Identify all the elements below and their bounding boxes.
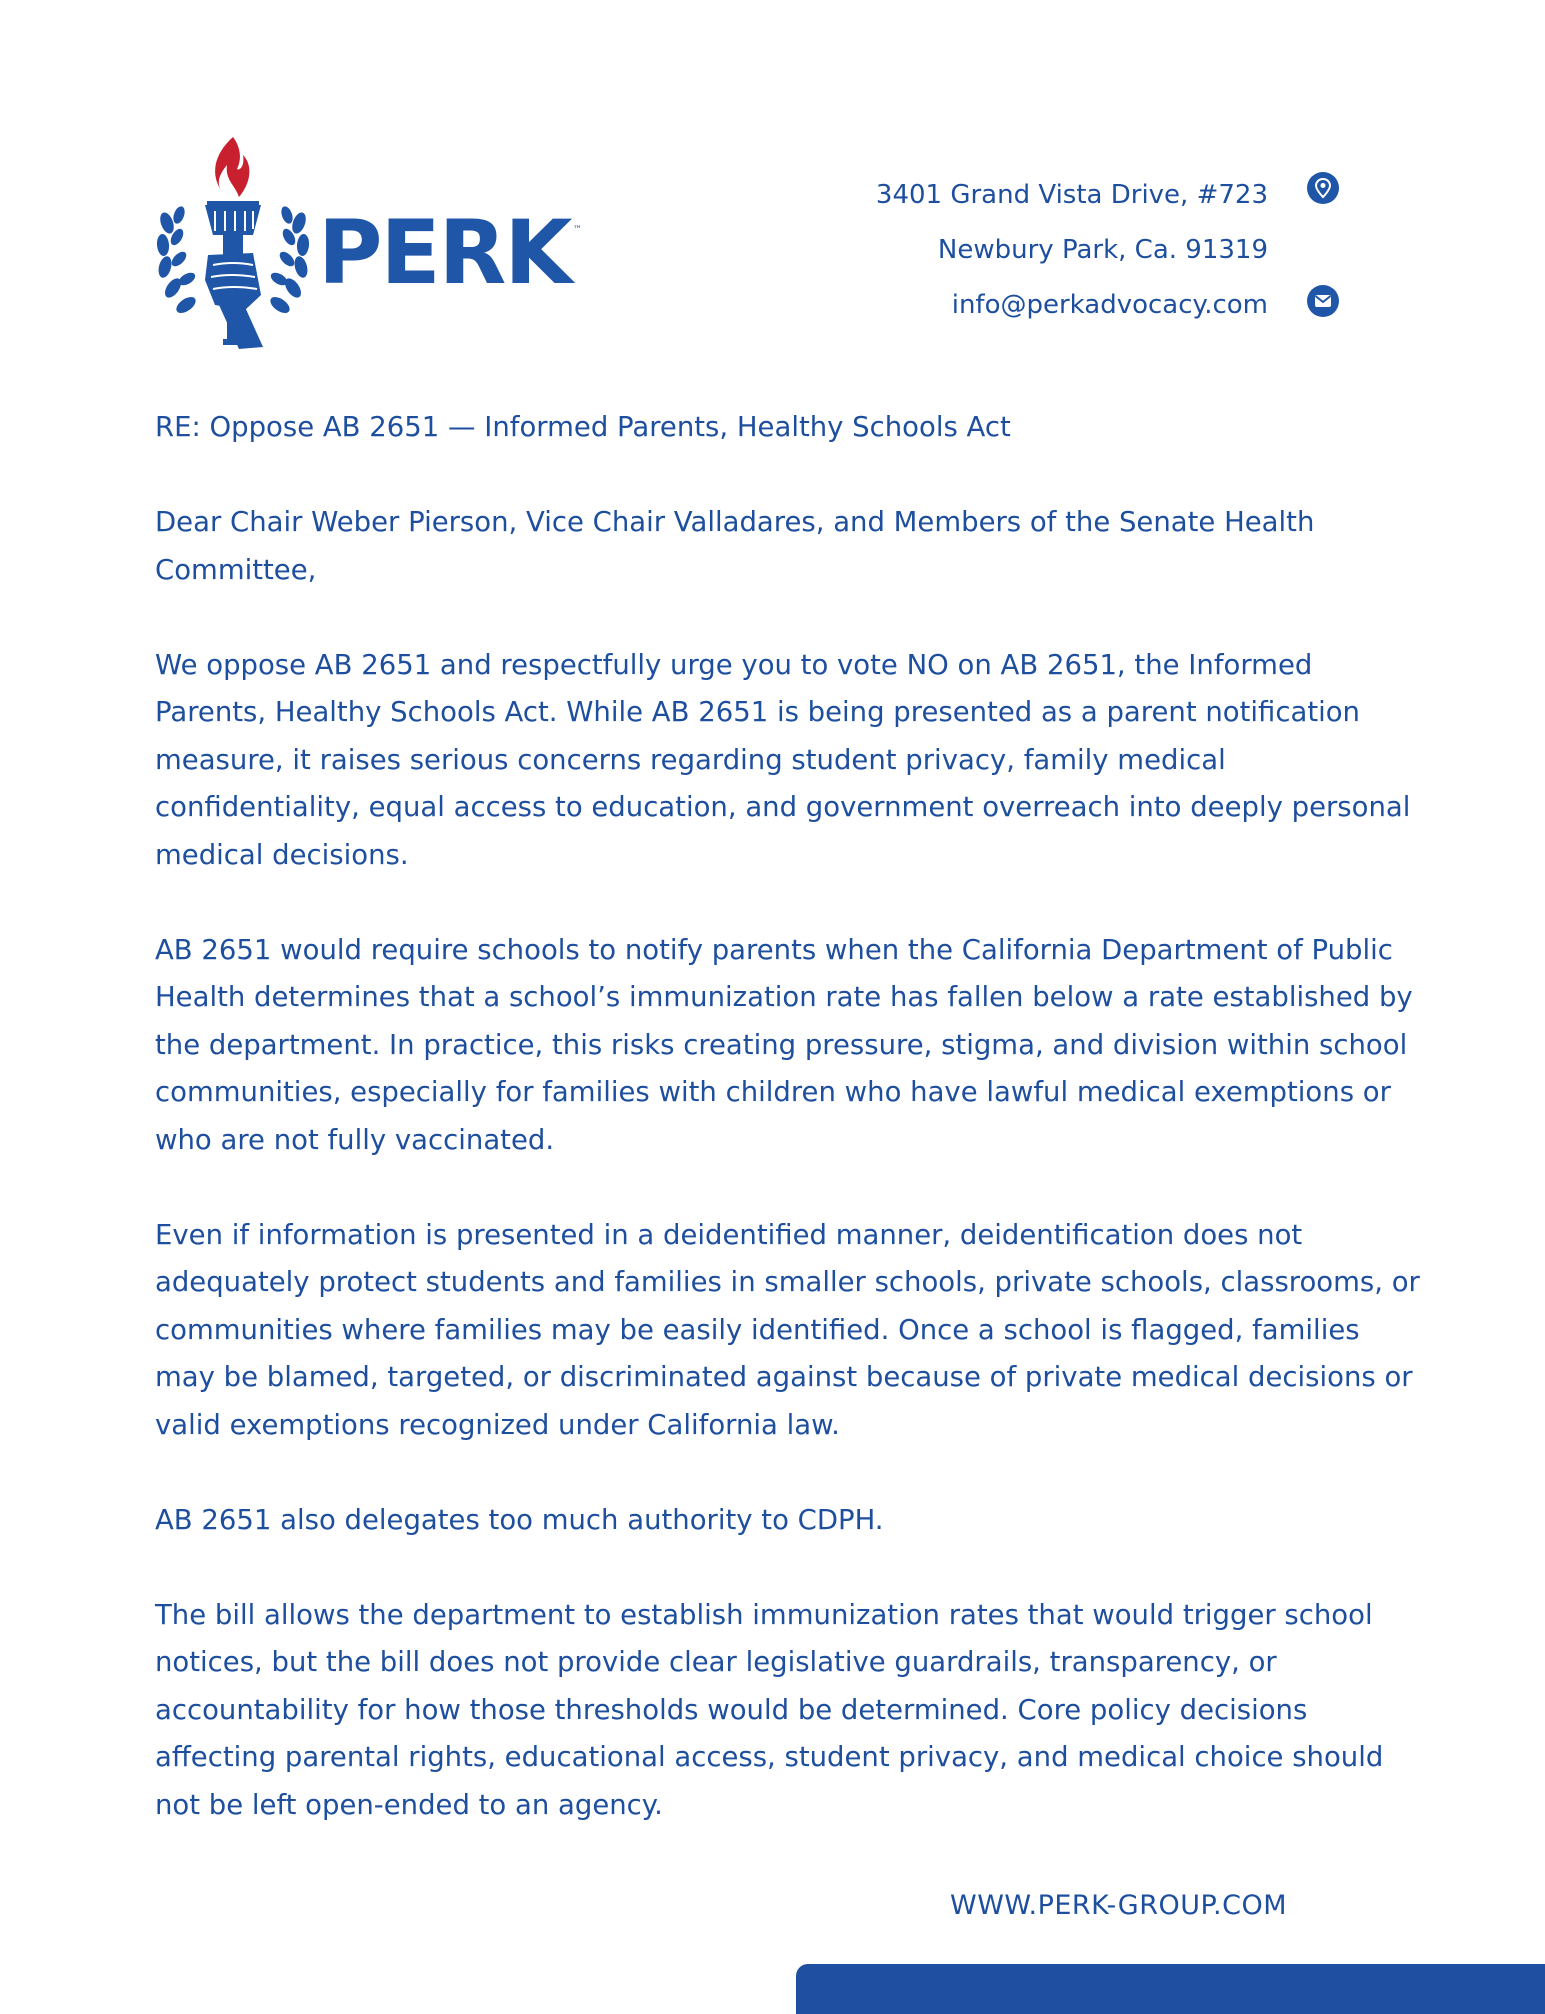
- envelope-icon: [1307, 285, 1339, 317]
- torch-laurel-emblem-icon: [153, 135, 313, 350]
- letter-paragraph: The bill allows the department to establish immunization rates that would trigger school notices, but the bill does not provide clear legislative guardrails, transparency, or accountability for how those thresholds would be determined. Core policy decisions affecting parental rights, educational access, student privacy, and medical choice should not be left open-ended to an agency.: [155, 1598, 1384, 1821]
- address-line-1: 3401 Grand Vista Drive, #723: [875, 180, 1268, 210]
- letter-paragraph: Even if information is presented in a deidentified manner, deidentification does not adequately protect students and families in smaller schools, private schools, classrooms, or communities where families may be easily identified. Once a school is flagged, families may be blamed, targeted, or discriminated against because of private medical decisions or valid exemptions recognized under California law.: [155, 1218, 1420, 1441]
- footer-accent-bar: [796, 1964, 1545, 2014]
- address-line-2: Newbury Park, Ca. 91319: [937, 235, 1268, 265]
- letter-paragraph: AB 2651 would require schools to notify parents when the California Department of Public Health determines that a school’s immunization rate has fallen below a rate established by the department. In practice, this risks creating pressure, stigma, and division within school communities, especially for families with children who have lawful medical exemptions or who are not fully vaccinated.: [155, 933, 1413, 1156]
- perk-logo: [153, 135, 593, 350]
- letter-subject: RE: Oppose AB 2651 — Informed Parents, Healthy Schools Act: [155, 411, 1011, 443]
- letter-paragraph: We oppose AB 2651 and respectfully urge you to vote NO on AB 2651, the Informed Parents, Healthy Schools Act. While AB 2651 is being presented as a parent notification measure, it raises serious concerns regarding student privacy, family medical confidentiality, equal access to education, and government overreach into deeply personal medical decisions.: [155, 648, 1411, 871]
- location-pin-icon: [1307, 172, 1339, 204]
- letter-paragraph: AB 2651 also delegates too much authority to CDPH.: [155, 1503, 884, 1536]
- contact-block: [876, 168, 1268, 333]
- brand-wordmark: PERK: [318, 201, 571, 304]
- letter-body: [155, 404, 1425, 1877]
- website-link[interactable]: WWW.PERK-GROUP.COM: [950, 1890, 1288, 1921]
- trademark-symbol: ™: [573, 225, 582, 235]
- email-address[interactable]: info@perkadvocacy.com: [951, 290, 1268, 320]
- letter-salutation: Dear Chair Weber Pierson, Vice Chair Valladares, and Members of the Senate Health Committee,: [155, 506, 1315, 586]
